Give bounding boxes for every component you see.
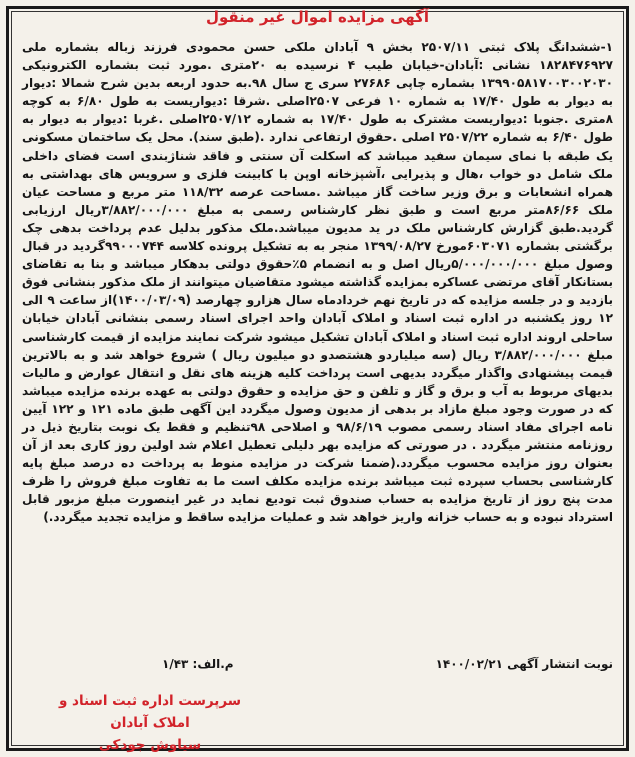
notice-code: م.الف: ۱/۴۳ — [162, 657, 234, 671]
publication-line — [22, 657, 613, 677]
notice-title: آگهی مزایده اموال غیر منقول — [205, 8, 430, 26]
notice-body-text: ۱-ششدانگ پلاک ثبتی ۲۵۰۷/۱۱ بخش ۹ آبادان ملکی حسن محمودی فرزند زباله بشماره ملی ۱۸۲۸۴۷۶۹۲۷ نشانی :آبادان-خیابان طیب ۴ نرسیده به ۲۰متری .مورد ثبت بشماره الکترونیکی ۱۳۹۹۰۵۸۱۷۰۰۳۰۰۲۰۳۰ بشماره چاپی ۲۷۶۸۶ سری ج سال ۹۸.به حدود اربعه بدین شرح شمالا :دیوار به دیوار به طول ۱۷/۴۰ به شماره ۱۰ فرعی ۲۵۰۷اصلی .شرقا :دیواریست به طول ۶/۸۰ به کوچه ۸متری .جنوبا :دیواریست مشترک به طول ۱۷/۴۰ به شماره ۲۵۰۷/۱۲اصلی .غربا :دیوار به دیوار به طول ۶/۴۰ به شماره ۲۵۰۷/۲۲ اصلی .حقوق ارتفاعی ندارد .(طبق سند). محل یک ساختمان مسکونی یک طبقه با نمای سیمان سفید میباشد که اسکلت آن سنتی و فاقد شناژبندی است فضای داخلی ملک شامل دو خواب ،هال و پذیرایی ،آشپزخانه اوپن با کابینت فلزی و سرویس های بهداشتی به همراه انشعابات و برق وزیر ساخت گاز میباشد .مساحت عرصه ۱۱۸/۳۲ متر مربع و مساحت عیان ملک ۸۶/۶۶متر مربع است و طبق نظر کارشناس رسمی به مبلغ ۳/۸۸۲/۰۰۰/۰۰۰ریال ارزیابی گردید.طبق گزارش کارشناس ملک در ید مدیون میباشد.ملک مذکور بدلیل عدم پرداخت بدهی چک برگشتی بشماره ۶۰۳۰۷۱مورخ ۱۳۹۹/۰۸/۲۷ منجر به به تشکیل پرونده کلاسه ۹۹۰۰۰۷۴۴گردید در قبال وصول مبلغ ۵/۰۰۰/۰۰۰/۰۰۰ریال اصل و به انضمام ۵٪حقوق دولتی بدهکار میباشد و بنا به تقاضای بستانکار آقای مرتضی عساکره بمزایده گذاشته میشود متقاضیان میتوانند از ملک مذکور بنشانی فوق بازدید و در جلسه مزایده که در تاریخ نهم خردادماه سال هزارو چهارصد (۱۴۰۰/۰۳/۰۹)از ساعت ۹ الی ۱۲ روز یکشنبه در اداره ثبت اسناد و املاک آبادان واحد اجرای اسناد رسمی بنشانی آبادان خیابان ساحلی اروند اداره ثبت اسناد و املاک آبادان تشکیل میشود شرکت نمایند مزایده از قیمت کارشناسی مبلغ ۳/۸۸۲/۰۰۰/۰۰۰ ریال (سه میلیاردو هشتصدو دو میلیون ریال ) شروع خواهد شد و به بالاترین قیمت پیشنهادی واگذار میگردد بدیهی است پرداخت کلیه هزینه های نقل و انتقال عوارض و مالیات بدیهای مربوط به آب و برق و گاز و تلفن و حق مزایده و حقوق دولتی به عهده برنده مزایده میباشد که در صورت وجود مبلغ مازاد بر بدهی از مدیون وصول میگردد این آگهی طبق ماده ۱۲۱ و ۱۲۲ آیین نامه اجرای مفاد اسناد رسمی مصوب ۹۸/۶/۱۹ و اصلاحی ۹۸تنظیم و فقط یک نوبت بتاریخ ذیل در روزنامه منتشر میگردد . در صورتی که مزایده بهر دلیلی تعطیل اعلام شد اولین روز کاری بعد از آن بعنوان روز مزایده محسوب میگردد.(ضمنا شرکت در مزایده منوط به پرداخت ده درصد مبلغ پایه کارشناسی بحساب سپرده ثبت میباشد برنده مزایده مکلف است ما به تفاوت مبلغ فروش را ظرف مدت پنج روز از تاریخ مزایده به حساب صندوق ثبت تودیع نماید در غیر اینصورت مبلغ مزبور قابل استرداد نبوده و به حساب خزانه واریز خواهد شد و عملیات مزایده ساقط و مزایده تجدید میگردد.) — [22, 40, 614, 525]
signature-title: سرپرست اداره ثبت اسناد و املاک آبادان — [58, 693, 242, 731]
notice-body — [22, 38, 613, 527]
signature-block — [40, 690, 260, 756]
signature-name: سیاوش جودکی — [98, 737, 202, 753]
publication-date: نوبت انتشار آگهی ۱۴۰۰/۰۲/۲۱ — [435, 657, 613, 671]
